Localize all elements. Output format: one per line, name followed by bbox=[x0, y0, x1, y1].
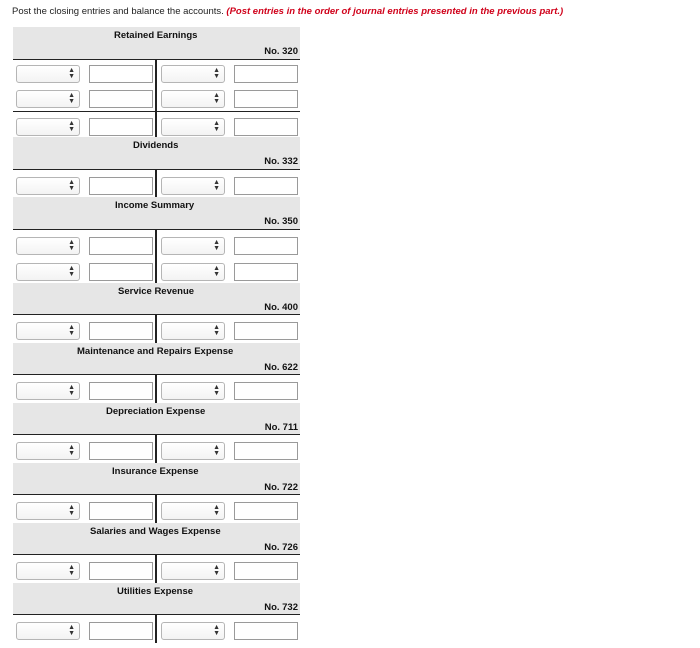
debit-amount-input[interactable] bbox=[89, 65, 153, 83]
account-number: No. 726 bbox=[264, 542, 298, 553]
debit-account-select[interactable] bbox=[16, 382, 80, 400]
t-account-divider bbox=[155, 495, 157, 523]
updown-arrows-icon: ▲ ▼ bbox=[213, 265, 220, 278]
account-header-maintenance-and-repairs-expense bbox=[13, 343, 300, 375]
updown-arrows-icon: ▲ ▼ bbox=[68, 504, 75, 517]
updown-arrows-icon: ▲ ▼ bbox=[68, 624, 75, 637]
account-header-income-summary bbox=[13, 197, 300, 230]
updown-arrows-icon: ▲ ▼ bbox=[68, 239, 75, 252]
debit-amount-input[interactable] bbox=[89, 622, 153, 640]
account-number: No. 732 bbox=[264, 602, 298, 613]
account-title: Retained Earnings bbox=[114, 30, 198, 41]
updown-arrows-icon: ▲ ▼ bbox=[213, 120, 220, 133]
account-title: Salaries and Wages Expense bbox=[90, 526, 221, 537]
account-title: Maintenance and Repairs Expense bbox=[77, 346, 234, 357]
debit-amount-input[interactable] bbox=[89, 237, 153, 255]
credit-account-select[interactable] bbox=[161, 177, 225, 195]
t-account-divider bbox=[155, 375, 157, 403]
account-number: No. 711 bbox=[264, 422, 298, 433]
t-account-divider bbox=[155, 615, 157, 643]
account-number: No. 722 bbox=[264, 482, 298, 493]
debit-account-select[interactable] bbox=[16, 90, 80, 108]
debit-account-select[interactable] bbox=[16, 237, 80, 255]
debit-account-select[interactable] bbox=[16, 562, 80, 580]
debit-amount-input[interactable] bbox=[89, 177, 153, 195]
debit-account-select[interactable] bbox=[16, 622, 80, 640]
credit-account-select[interactable] bbox=[161, 90, 225, 108]
updown-arrows-icon: ▲ ▼ bbox=[213, 67, 220, 80]
account-title: Income Summary bbox=[115, 200, 195, 211]
credit-amount-input[interactable] bbox=[234, 502, 298, 520]
updown-arrows-icon: ▲ ▼ bbox=[68, 179, 75, 192]
updown-arrows-icon: ▲ ▼ bbox=[68, 67, 75, 80]
account-title: Utilities Expense bbox=[117, 586, 194, 597]
account-header-insurance-expense bbox=[13, 463, 300, 495]
account-number: No. 332 bbox=[264, 156, 298, 167]
credit-amount-input[interactable] bbox=[234, 263, 298, 281]
updown-arrows-icon: ▲ ▼ bbox=[213, 444, 220, 457]
account-header-salaries-and-wages-expense bbox=[13, 523, 300, 555]
credit-account-select[interactable] bbox=[161, 237, 225, 255]
instructions bbox=[12, 6, 563, 17]
account-title: Depreciation Expense bbox=[106, 406, 206, 417]
account-title: Service Revenue bbox=[118, 286, 195, 297]
t-account-divider bbox=[155, 315, 157, 343]
credit-account-select[interactable] bbox=[161, 442, 225, 460]
credit-amount-input[interactable] bbox=[234, 237, 298, 255]
credit-account-select[interactable] bbox=[161, 382, 225, 400]
updown-arrows-icon: ▲ ▼ bbox=[68, 384, 75, 397]
debit-amount-input[interactable] bbox=[89, 502, 153, 520]
t-account-divider bbox=[155, 230, 157, 283]
account-title: Dividends bbox=[133, 140, 179, 151]
credit-account-select[interactable] bbox=[161, 322, 225, 340]
updown-arrows-icon: ▲ ▼ bbox=[68, 265, 75, 278]
credit-account-select[interactable] bbox=[161, 622, 225, 640]
instructions-note: (Post entries in the order of journal entries presented in the previous part.) bbox=[226, 6, 564, 17]
t-account-divider bbox=[155, 60, 157, 140]
debit-account-select[interactable] bbox=[16, 177, 80, 195]
debit-account-select[interactable] bbox=[16, 322, 80, 340]
updown-arrows-icon: ▲ ▼ bbox=[213, 92, 220, 105]
updown-arrows-icon: ▲ ▼ bbox=[213, 324, 220, 337]
account-number: No. 622 bbox=[264, 362, 298, 373]
t-account-balance-rule bbox=[13, 111, 300, 112]
debit-amount-input[interactable] bbox=[89, 322, 153, 340]
debit-amount-input[interactable] bbox=[89, 382, 153, 400]
account-number: No. 350 bbox=[264, 216, 298, 227]
updown-arrows-icon: ▲ ▼ bbox=[68, 564, 75, 577]
credit-amount-input[interactable] bbox=[234, 118, 298, 136]
debit-amount-input[interactable] bbox=[89, 263, 153, 281]
credit-amount-input[interactable] bbox=[234, 622, 298, 640]
updown-arrows-icon: ▲ ▼ bbox=[213, 384, 220, 397]
credit-amount-input[interactable] bbox=[234, 322, 298, 340]
credit-account-select[interactable] bbox=[161, 562, 225, 580]
account-header-dividends bbox=[13, 137, 300, 170]
credit-amount-input[interactable] bbox=[234, 562, 298, 580]
debit-amount-input[interactable] bbox=[89, 118, 153, 136]
updown-arrows-icon: ▲ ▼ bbox=[213, 504, 220, 517]
account-header-retained-earnings bbox=[13, 27, 300, 60]
account-header-utilities-expense bbox=[13, 583, 300, 615]
account-header-service-revenue bbox=[13, 283, 300, 315]
credit-amount-input[interactable] bbox=[234, 177, 298, 195]
credit-amount-input[interactable] bbox=[234, 382, 298, 400]
updown-arrows-icon: ▲ ▼ bbox=[68, 92, 75, 105]
debit-amount-input[interactable] bbox=[89, 562, 153, 580]
updown-arrows-icon: ▲ ▼ bbox=[68, 444, 75, 457]
updown-arrows-icon: ▲ ▼ bbox=[213, 624, 220, 637]
instructions-text: Post the closing entries and balance the accounts. bbox=[12, 6, 224, 17]
account-number: No. 400 bbox=[264, 302, 298, 313]
debit-account-select[interactable] bbox=[16, 442, 80, 460]
debit-account-select[interactable] bbox=[16, 263, 80, 281]
account-title: Insurance Expense bbox=[112, 466, 199, 477]
updown-arrows-icon: ▲ ▼ bbox=[213, 564, 220, 577]
credit-amount-input[interactable] bbox=[234, 442, 298, 460]
updown-arrows-icon: ▲ ▼ bbox=[68, 324, 75, 337]
credit-account-select[interactable] bbox=[161, 263, 225, 281]
t-account-divider bbox=[155, 170, 157, 197]
credit-account-select[interactable] bbox=[161, 118, 225, 136]
debit-account-select[interactable] bbox=[16, 502, 80, 520]
updown-arrows-icon: ▲ ▼ bbox=[213, 179, 220, 192]
t-account-divider bbox=[155, 555, 157, 583]
debit-account-select[interactable] bbox=[16, 118, 80, 136]
debit-amount-input[interactable] bbox=[89, 90, 153, 108]
account-header-depreciation-expense bbox=[13, 403, 300, 435]
updown-arrows-icon: ▲ ▼ bbox=[68, 120, 75, 133]
debit-amount-input[interactable] bbox=[89, 442, 153, 460]
credit-amount-input[interactable] bbox=[234, 65, 298, 83]
account-number: No. 320 bbox=[264, 46, 298, 57]
credit-account-select[interactable] bbox=[161, 502, 225, 520]
t-account-divider bbox=[155, 435, 157, 463]
updown-arrows-icon: ▲ ▼ bbox=[213, 239, 220, 252]
credit-amount-input[interactable] bbox=[234, 90, 298, 108]
credit-account-select[interactable] bbox=[161, 65, 225, 83]
debit-account-select[interactable] bbox=[16, 65, 80, 83]
